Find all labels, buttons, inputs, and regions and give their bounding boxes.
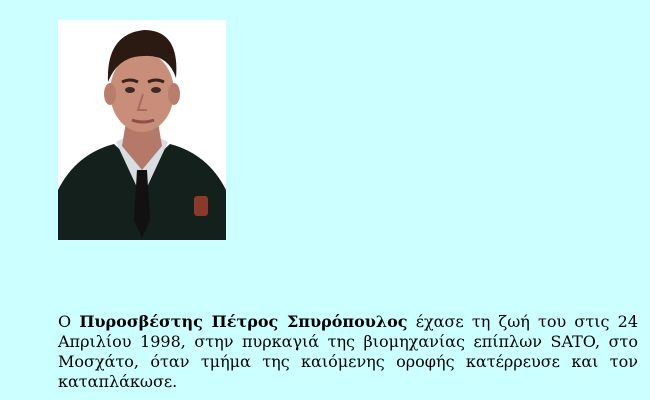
- right-eye: [151, 87, 161, 93]
- portrait-illustration: [58, 20, 226, 240]
- left-eye: [125, 87, 135, 93]
- memorial-text: [58, 312, 638, 392]
- firefighter-name: Πυροσβέστης Πέτρος Σπυρόπουλος: [79, 312, 408, 331]
- left-ear: [104, 83, 116, 105]
- right-ear: [168, 83, 180, 105]
- uniform-insignia: [194, 196, 208, 216]
- memorial-description: έχασε τη ζωή του στις 24 Απριλίου 1998, στην πυρκαγιά της βιομηχανίας επίπλων SATO, στο Μοσχάτο, όταν τμήμα της καιόμενης οροφής κατέρρευσε και τον καταπλάκωσε.: [58, 312, 638, 391]
- memorial-prefix: Ο: [58, 312, 80, 331]
- firefighter-portrait: [58, 20, 226, 240]
